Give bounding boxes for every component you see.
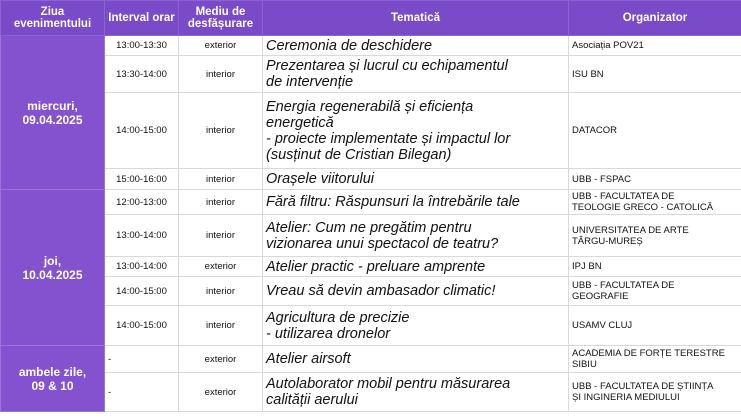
- organizer-cell: UBB - FSPAC: [569, 169, 741, 190]
- medium-cell: interior: [179, 169, 263, 190]
- day-cell-thursday: joi, 10.04.2025: [1, 190, 105, 346]
- organizer-cell: Asociația POV21: [569, 36, 741, 56]
- organizer-cell: UNIVERSITATEA DE ARTE TÂRGU-MUREȘ: [569, 215, 741, 257]
- medium-cell: exterior: [179, 257, 263, 277]
- header-row: [1, 1, 741, 36]
- medium-cell: interior: [179, 277, 263, 306]
- topic-cell: Atelier: Cum ne pregătim pentru vizionarea unui spectacol de teatru?: [263, 215, 569, 257]
- topic-cell: Energia regenerabilă și eficiența energetică - proiecte implementate și impactul lor (susținut de Cristian Bilegan): [263, 93, 569, 169]
- table-row: [1, 373, 741, 412]
- topic-cell: Prezentarea și lucrul cu echipamentul de intervenție: [263, 56, 569, 93]
- topic-cell: Atelier practic - preluare amprente: [263, 257, 569, 277]
- medium-cell: interior: [179, 190, 263, 215]
- organizer-cell: IPJ BN: [569, 257, 741, 277]
- interval-cell: 13:30-14:00: [105, 56, 179, 93]
- day-cell-both: ambele zile, 09 & 10: [1, 346, 105, 412]
- table-row: [1, 346, 741, 373]
- table-row: [1, 306, 741, 346]
- interval-cell: -: [105, 373, 179, 412]
- interval-cell: 14:00-15:00: [105, 277, 179, 306]
- topic-cell: Orașele viitorului: [263, 169, 569, 190]
- interval-cell: 13:00-14:00: [105, 215, 179, 257]
- medium-cell: exterior: [179, 373, 263, 412]
- interval-cell: 12:00-13:00: [105, 190, 179, 215]
- table-row: [1, 190, 741, 215]
- table-row: [1, 215, 741, 257]
- organizer-cell: ACADEMIA DE FORȚE TERESTRE SIBIU: [569, 346, 741, 373]
- interval-cell: 13:00-14:00: [105, 257, 179, 277]
- table-row: [1, 36, 741, 56]
- organizer-cell: DATACOR: [569, 93, 741, 169]
- interval-cell: -: [105, 346, 179, 373]
- topic-cell: Autolaborator mobil pentru măsurarea calității aerului: [263, 373, 569, 412]
- interval-cell: 14:00-15:00: [105, 306, 179, 346]
- organizer-cell: USAMV CLUJ: [569, 306, 741, 346]
- organizer-cell: ISU BN: [569, 56, 741, 93]
- organizer-cell: UBB - FACULTATEA DE ȘTIINȚA ȘI INGINERIA MEDIULUI: [569, 373, 741, 412]
- medium-cell: interior: [179, 93, 263, 169]
- header-topic: Tematică: [263, 1, 569, 36]
- organizer-cell: UBB - FACULTATEA DE GEOGRAFIE: [569, 277, 741, 306]
- header-interval: Interval orar: [105, 1, 179, 36]
- topic-cell: Ceremonia de deschidere: [263, 36, 569, 56]
- interval-cell: 14:00-15:00: [105, 93, 179, 169]
- day-cell-wednesday: miercuri, 09.04.2025: [1, 36, 105, 190]
- medium-cell: interior: [179, 56, 263, 93]
- header-day: Ziua evenimentului: [1, 1, 105, 36]
- table-row: [1, 93, 741, 169]
- header-organizer: Organizator: [569, 1, 741, 36]
- topic-cell: Agricultura de precizie - utilizarea dronelor: [263, 306, 569, 346]
- table-row: [1, 169, 741, 190]
- topic-cell: Fără filtru: Răspunsuri la întrebările tale: [263, 190, 569, 215]
- interval-cell: 15:00-16:00: [105, 169, 179, 190]
- medium-cell: interior: [179, 215, 263, 257]
- table-row: [1, 257, 741, 277]
- table-row: [1, 56, 741, 93]
- header-medium: Mediu de desfășurare: [179, 1, 263, 36]
- topic-cell: Atelier airsoft: [263, 346, 569, 373]
- interval-cell: 13:00-13:30: [105, 36, 179, 56]
- medium-cell: exterior: [179, 36, 263, 56]
- topic-cell: Vreau să devin ambasador climatic!: [263, 277, 569, 306]
- medium-cell: exterior: [179, 346, 263, 373]
- medium-cell: interior: [179, 306, 263, 346]
- table-row: [1, 277, 741, 306]
- organizer-cell: UBB - FACULTATEA DE TEOLOGIE GRECO - CATOLICĂ: [569, 190, 741, 215]
